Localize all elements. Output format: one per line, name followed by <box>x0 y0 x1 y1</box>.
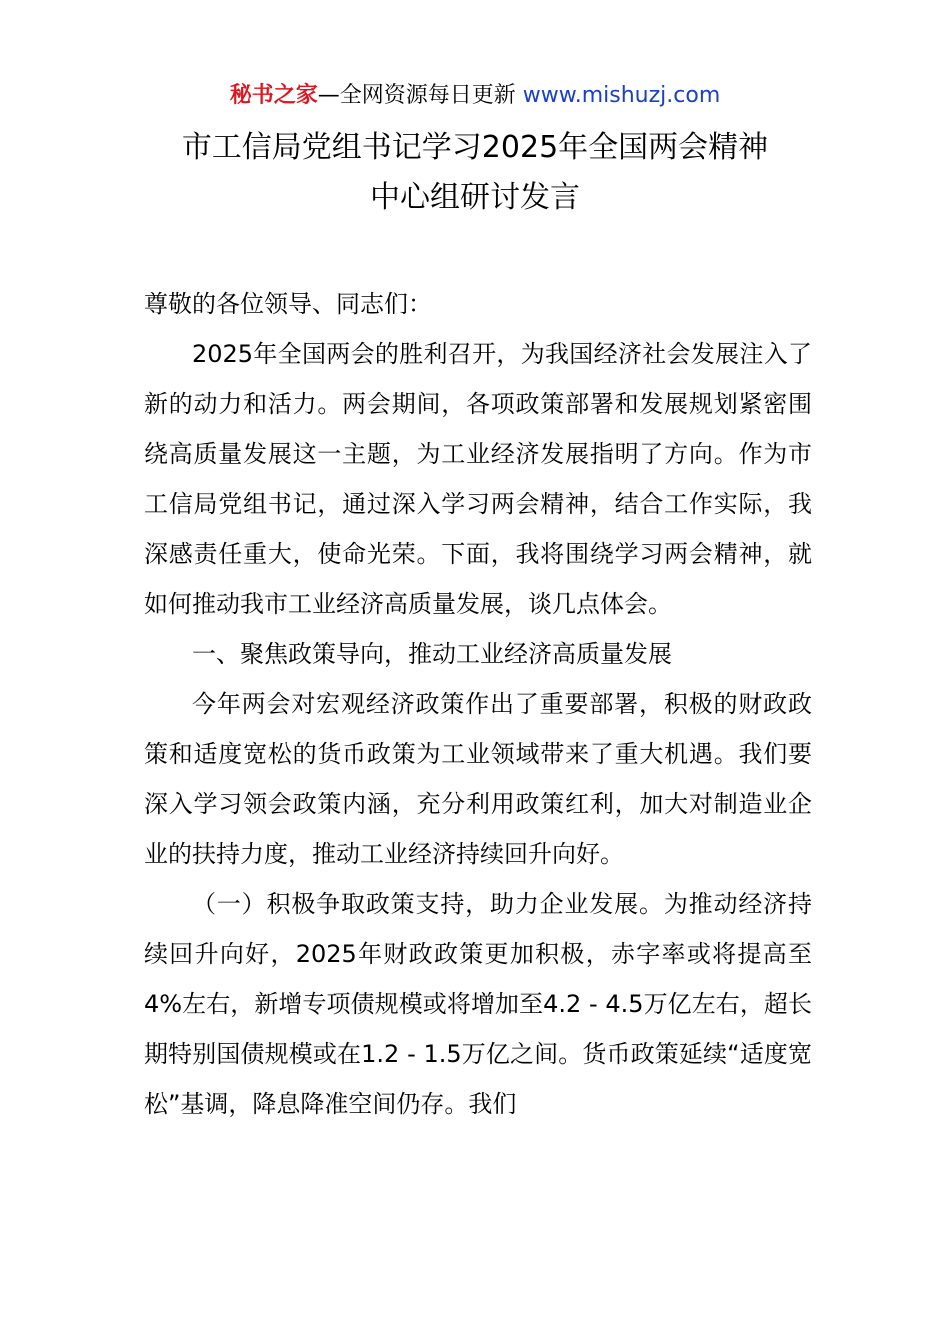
section-heading-1: 一、聚焦政策导向，推动工业经济高质量发展 <box>192 640 672 668</box>
paragraph-subsection-1: （一）积极争取政策支持，助力企业发展。为推动经济持续回升向好，2025年财政政策更加积极，赤字率或将提高至4%左右，新增专项债规模或将增加至4.2 - 4.5万亿左右，超长期特别国债规模或在1.2 - 1.5万亿之间。货币政策延续“适度宽松”基调，降息降准空间仍存。我们 <box>144 890 812 1118</box>
document-title-line-1: 市工信局党组书记学习2025年全国两会精神 <box>181 130 769 165</box>
site-tagline: —全网资源每日更新 <box>317 83 516 108</box>
paragraph-policy: 今年两会对宏观经济政策作出了重要部署，积极的财政政策和适度宽松的货币政策为工业领域带来了重大机遇。我们要深入学习领会政策内涵，充分利用政策红利，加大对制造业企业的扶持力度，推动工业经济持续回升向好。 <box>144 690 812 868</box>
document-body <box>144 279 812 1129</box>
site-brand: 秘书之家 <box>229 83 318 108</box>
document-title-line-2: 中心组研讨发言 <box>370 180 580 215</box>
site-header <box>0 80 950 112</box>
site-url-link[interactable]: www.mishuzj.com <box>522 83 721 108</box>
paragraph-intro: 2025年全国两会的胜利召开，为我国经济社会发展注入了新的动力和活力。两会期间，各项政策部署和发展规划紧密围绕高质量发展这一主题，为工业经济发展指明了方向。作为市工信局党组书记，通过深入学习两会精神，结合工作实际，我深感责任重大，使命光荣。下面，我将围绕学习两会精神，就如何推动我市工业经济高质量发展，谈几点体会。 <box>144 340 812 618</box>
salutation: 尊敬的各位领导、同志们： <box>144 290 432 318</box>
